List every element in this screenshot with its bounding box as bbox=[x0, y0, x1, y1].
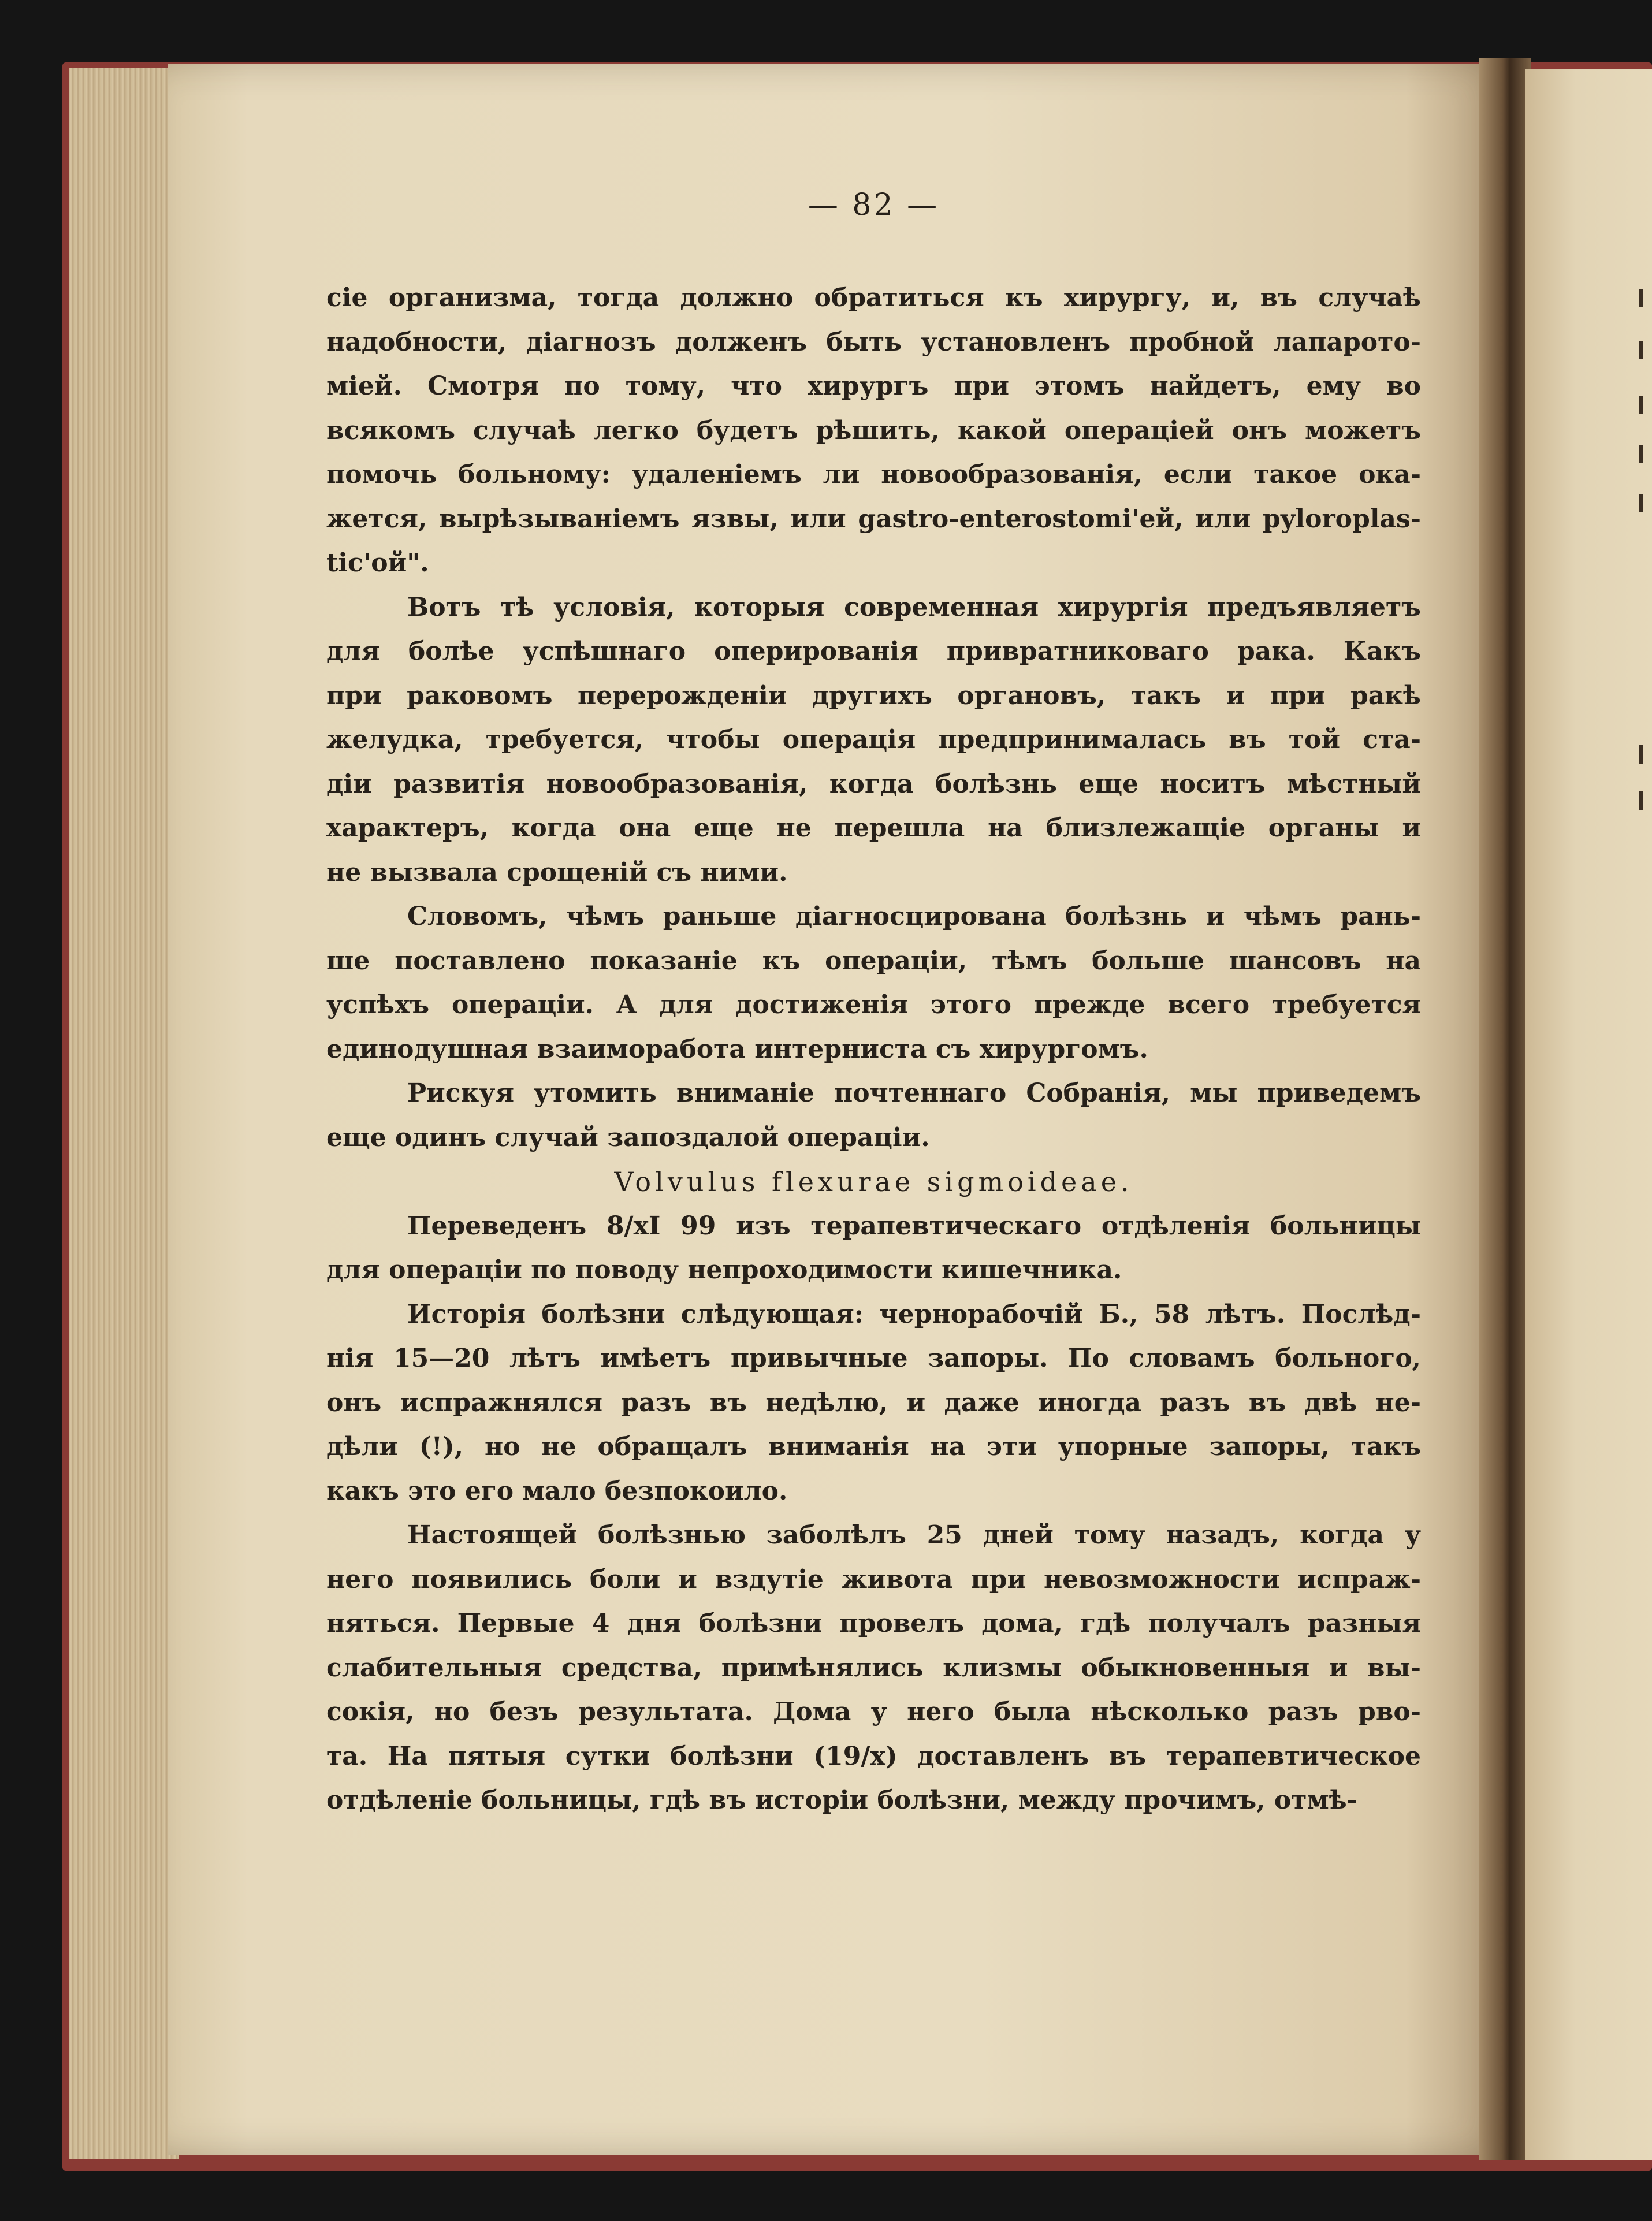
facing-page-mark bbox=[1639, 791, 1643, 810]
facing-page-mark bbox=[1639, 745, 1643, 764]
text-line: няться. Первые 4 дня болѣзни провелъ дома, гдѣ получалъ разныя bbox=[326, 1609, 1421, 1638]
text-line: для операціи по поводу непроходимости кишечника. bbox=[326, 1255, 1122, 1285]
facing-page-mark bbox=[1639, 341, 1643, 359]
text-line: характеръ, когда она еще не перешла на близлежащіе органы и bbox=[326, 813, 1421, 843]
text-line: сокія, но безъ результата. Дома у него была нѣсколько разъ рво- bbox=[326, 1697, 1421, 1727]
text-line: при раковомъ перерожденіи другихъ органовъ, такъ и при ракѣ bbox=[326, 680, 1421, 710]
text-line: надобности, діагнозъ долженъ быть установленъ пробной лапарото- bbox=[326, 327, 1421, 357]
text-line: сіе организма, тогда должно обратиться къ хирургу, и, въ случаѣ bbox=[326, 283, 1421, 312]
text-line: для болѣе успѣшнаго оперированія привратниковаго рака. Какъ bbox=[326, 637, 1421, 666]
text-line: Настоящей болѣзнью заболѣлъ 25 дней тому назадъ, когда у bbox=[407, 1520, 1421, 1550]
text-line: Вотъ тѣ условія, которыя современная хирургія предъявляетъ bbox=[407, 592, 1421, 622]
page-number: — 82 — bbox=[808, 188, 940, 222]
page-text bbox=[326, 173, 1421, 1823]
text-line: онъ испражнялся разъ въ недѣлю, и даже иногда разъ въ двѣ не- bbox=[326, 1387, 1421, 1418]
section-heading: Volvulus flexurae sigmoideae. bbox=[614, 1166, 1133, 1197]
text-line: не вызвала срощеній съ ними. bbox=[326, 857, 788, 887]
text-line: еще одинъ случай запоздалой операціи. bbox=[326, 1122, 930, 1152]
text-line: дѣли (!), но не обращалъ вниманія на эти упорные запоры, такъ bbox=[326, 1432, 1421, 1461]
facing-page-edge bbox=[1525, 69, 1652, 2160]
facing-page-mark bbox=[1639, 289, 1643, 307]
facing-page-mark bbox=[1639, 396, 1643, 414]
text-block-2 bbox=[326, 1204, 1421, 1823]
text-line: него появились боли и вздутіе живота при невозможности испраж- bbox=[326, 1564, 1421, 1594]
text-line: жется, вырѣзываніемъ язвы, или gastro-enterostomi'ей, или pyloroplas- bbox=[326, 504, 1421, 534]
text-line: та. На пятыя сутки болѣзни (19/x) доставленъ въ терапевтическое bbox=[326, 1741, 1421, 1771]
text-line: діи развитія новообразованія, когда болѣзнь еще носитъ мѣстный bbox=[326, 769, 1421, 799]
text-line: желудка, требуется, чтобы операція предпринималась въ той ста- bbox=[326, 725, 1421, 754]
book-gutter bbox=[1479, 58, 1531, 2160]
facing-page-mark bbox=[1639, 494, 1643, 512]
text-line: Переведенъ 8/xI 99 изъ терапевтическаго отдѣленія больницы bbox=[407, 1211, 1421, 1241]
text-line: міей. Смотря по тому, что хирургъ при этомъ найдетъ, ему во bbox=[326, 371, 1421, 401]
text-line: tic'ой". bbox=[326, 548, 429, 578]
text-line: ше поставлено показаніе къ операціи, тѣмъ больше шансовъ на bbox=[326, 946, 1421, 976]
text-line: Словомъ, чѣмъ раньше діагносцирована болѣзнь и чѣмъ рань- bbox=[407, 902, 1421, 931]
text-line: слабительныя средства, примѣнялись клизмы обыкновенныя и вы- bbox=[326, 1653, 1421, 1683]
text-line: успѣхъ операціи. А для достиженія этого прежде всего требуется bbox=[326, 990, 1421, 1020]
text-line: отдѣленіе больницы, гдѣ въ исторіи болѣзни, между прочимъ, отмѣ- bbox=[326, 1785, 1357, 1815]
text-line: всякомъ случаѣ легко будетъ рѣшить, какой операціей онъ можетъ bbox=[326, 415, 1421, 445]
page-edges bbox=[69, 68, 179, 2159]
facing-page-mark bbox=[1639, 445, 1643, 463]
text-line: единодушная взаиморабота интерниста съ хирургомъ. bbox=[326, 1034, 1148, 1064]
text-line: Исторія болѣзни слѣдующая: чернорабочій Б., 58 лѣтъ. Послѣд- bbox=[407, 1299, 1421, 1329]
text-line: Рискуя утомить вниманіе почтеннаго Собранія, мы приведемъ bbox=[407, 1078, 1421, 1108]
text-block-1 bbox=[326, 276, 1421, 1160]
text-line: помочь больному: удаленіемъ ли новообразованія, если такое ока- bbox=[326, 460, 1421, 489]
text-line: какъ это его мало безпокоило. bbox=[326, 1476, 788, 1506]
text-line: нія 15—20 лѣтъ имѣетъ привычные запоры. По словамъ больного, bbox=[326, 1344, 1421, 1373]
